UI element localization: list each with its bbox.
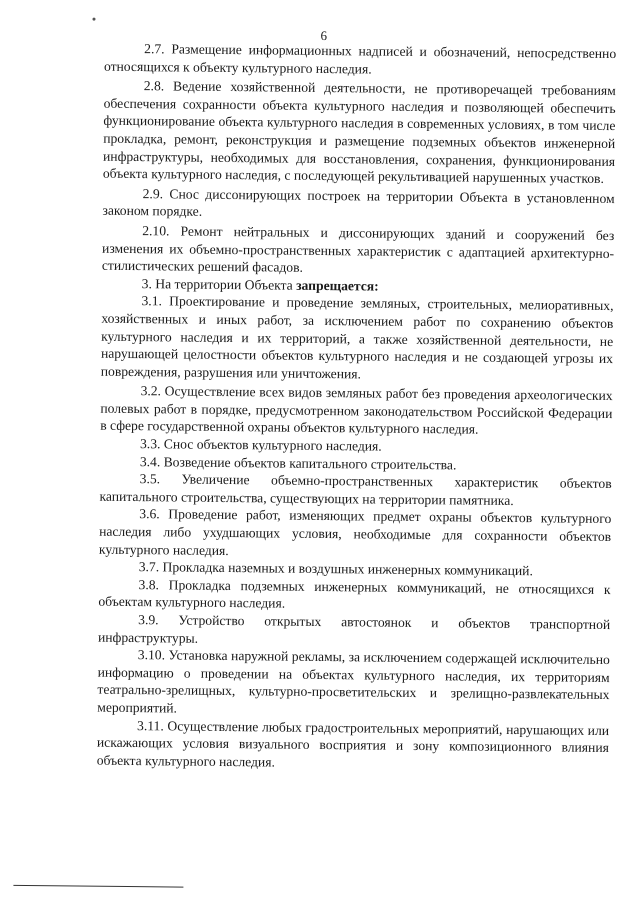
clause-2-7: 2.7. Размещение информационных надписей и обозначений, непосредственно относящихся к объекту культурного наследия.: [103, 41, 617, 77]
clause-3-2: 3.2. Осуществление всех видов земляных работ без проведения археологических полевых работ в порядке, предусмотренном законодательством Российской Федерации в сфере государственной охраны объектов культурного наследия.: [100, 383, 613, 438]
clause-3-11: 3.11. Осуществление любых градостроительных мероприятий, нарушающих или искажающих условия визуального восприятия и зону композиционного влияния объекта культурного наследия.: [96, 717, 610, 770]
clause-3-1: 3.1. Проектирование и проведение земляных, строительных, мелиоративных, хозяйственных и иных работ, за исключением работ по сохранению объектов культурного наследия и их территорий, а также хозяйственной деятельности, не нарушающей целостности объектов культурного наследия и не создающей угрозы их повреждения, разрушения или уничтожения.: [100, 293, 614, 382]
clause-3-4: 3.4. Возведение объектов капитального строительства.: [139, 453, 457, 473]
clause-2-9: 2.9. Снос диссонирующих построек на территории Объекта в установленном законом порядке.: [102, 185, 615, 220]
clause-2-10: 2.10. Ремонт нейтральных и диссонирующих зданий и сооружений без изменения их объемно-пространственных характеристик с адаптацией архитектурно-стилистических решений фасадов.: [101, 223, 615, 275]
clause-3-8: 3.8. Прокладка подземных инженерных коммуникаций, не относящихся к объектам культурного наследия.: [98, 576, 611, 612]
scan-speck: [92, 18, 95, 21]
footnote-separator: [13, 885, 183, 888]
prohibited-label: запрещается:: [296, 277, 379, 294]
clause-2-8: 2.8. Ведение хозяйственной деятельности, не противоречащей требованиям обеспечения сохранности объекта культурного наследия и позволяющей обеспечить функционирование объекта культурного наследия в современных условиях, в том числе прокладка, ремонт, реконструкция и размещение подземных объектов инженерной инфраструктуры, необходимых для восстановления, сохранения, функционирования объекта культурного наследия, с последующей рекультивацией нарушенных участков.: [102, 78, 616, 187]
clause-3-9: 3.9. Устройство открытых автостоянок и объектов транспортной инфраструктуры.: [97, 612, 611, 646]
document-body: [97, 40, 617, 775]
clause-3-3: 3.3. Снос объектов культурного наследия.: [139, 436, 382, 454]
section-3-heading: 3. На территории Объекта запрещается:: [141, 275, 379, 294]
clause-3-5: 3.5. Увеличение объемно-пространственных характеристик объектов капитального строительства, существующих на территории памятника.: [99, 471, 612, 508]
clause-3-6: 3.6. Проведение работ, изменяющих предмет охраны объектов культурного наследия либо ухудшающих условия, необходимые для сохранности объектов культурного наследия.: [98, 506, 612, 558]
page-number: 6: [320, 27, 328, 44]
clause-3-10: 3.10. Установка наружной рекламы, за исключением содержащей исключительно информацию о проведении на объектах культурного наследия, их территориям театрально-зрелищных, культурно-просветительских и зрелищно-развлекательных мероприятий.: [97, 647, 610, 716]
clause-3-7: 3.7. Прокладка наземных и воздушных инженерных коммуникаций.: [138, 559, 533, 579]
